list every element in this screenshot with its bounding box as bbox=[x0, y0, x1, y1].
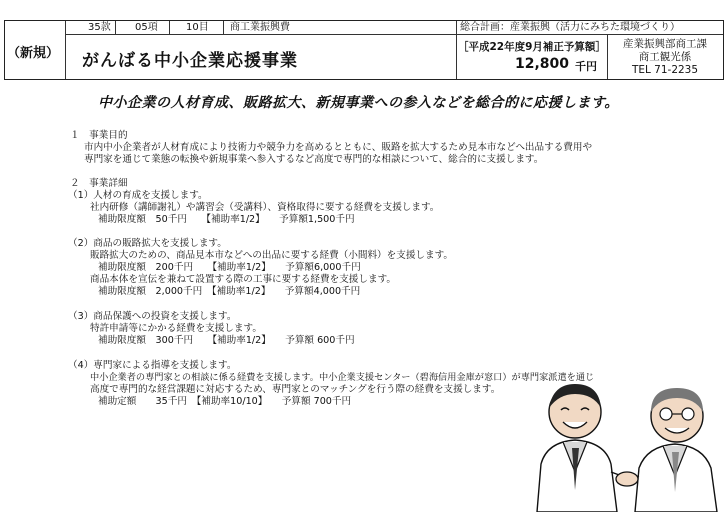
section-1-title: １ 事業目的 bbox=[70, 130, 128, 141]
item-3-title: （3）商品保護への投資を支援します。 bbox=[68, 311, 237, 322]
purpose-line-2: 専門家を通じて業態の転換や新規事業へ参入するなど高度で専門的な相談について、総合的に支援します。 bbox=[84, 154, 544, 165]
subsection-code: 10目 bbox=[186, 22, 209, 33]
new-badge: （新規） bbox=[6, 46, 59, 61]
item-3-line-2: 補助限度額 300千円 【補助率1/2】 予算額 600千円 bbox=[98, 335, 355, 346]
item-4-title: （4）専門家による指導を支援します。 bbox=[68, 360, 237, 371]
category-label: 商工業振興費 bbox=[230, 22, 290, 33]
section-name: 商工観光係 bbox=[638, 51, 692, 63]
item-1-title: （1）人材の育成を支援します。 bbox=[68, 190, 208, 201]
item-2-title: （2）商品の販路拡大を支援します。 bbox=[68, 238, 227, 249]
businessman-right-icon bbox=[627, 388, 717, 512]
item-4-line-3: 補助定額 35千円 【補助率10/10】 予算額 700千円 bbox=[98, 396, 352, 407]
item-2-line-1: 販路拡大のための、商品見本市などへの出品に要する経費（小間料）を支援します。 bbox=[90, 250, 454, 261]
item-4-line-2: 高度で専門的な経営課題に対応するため、専門家とのマッチングを行う際の経費を支援します。 bbox=[90, 384, 501, 395]
section-code: 05項 bbox=[135, 22, 158, 33]
item-2-line-2: 補助限度額 200千円 【補助率1/2】 予算額6,000千円 bbox=[98, 262, 361, 273]
page-title: がんばる中小企業応援事業 bbox=[82, 51, 298, 71]
item-2-line-4: 補助限度額 2,000千円 【補助率1/2】 予算額4,000千円 bbox=[98, 286, 361, 297]
item-1-line-1: 社内研修（講師謝礼）や講習会（受講料）、資格取得に要する経費を支援します。 bbox=[90, 202, 440, 213]
phone-number: TEL 71-2235 bbox=[631, 64, 699, 76]
budget-label: ［平成22年度9月補正予算額］ bbox=[458, 41, 606, 53]
item-code: 35款 bbox=[88, 22, 111, 33]
item-2-line-3: 商品本体を宣伝を兼ねて設置する際の工事に要する経費を支援します。 bbox=[90, 274, 396, 285]
budget-amount: 12,800 bbox=[515, 56, 570, 72]
handshake-illustration bbox=[527, 372, 722, 512]
department-info bbox=[608, 38, 722, 77]
handshake-icon bbox=[616, 472, 638, 486]
item-1-line-2: 補助限度額 50千円 【補助率1/2】 予算額1,500千円 bbox=[98, 214, 355, 225]
item-4-line-1: 中小企業者の専門家との相談に係る経費を支援します。中小企業支援センター（碧海信用金庫が窓口）が専門家派遣を通じ bbox=[90, 372, 595, 383]
headline: 中小企業の人材育成、販路拡大、新規事業への参入などを総合的に応援します。 bbox=[98, 95, 619, 111]
item-3-line-1: 特許申請等にかかる経費を支援します。 bbox=[90, 323, 262, 334]
section-2-title: ２ 事業詳細 bbox=[70, 178, 128, 189]
businessman-left-icon bbox=[537, 384, 627, 512]
plan-label: 総合計画：産業振興（活力にみちた環境づくり） bbox=[460, 22, 680, 33]
department-name: 産業振興部商工課 bbox=[623, 38, 707, 50]
budget-unit: 千円 bbox=[575, 60, 597, 73]
purpose-line-1: 市内中小企業者が人材育成により技術力や競争力を高めるとともに、販路を拡大するため見本市などへ出品する費用や bbox=[84, 142, 593, 153]
